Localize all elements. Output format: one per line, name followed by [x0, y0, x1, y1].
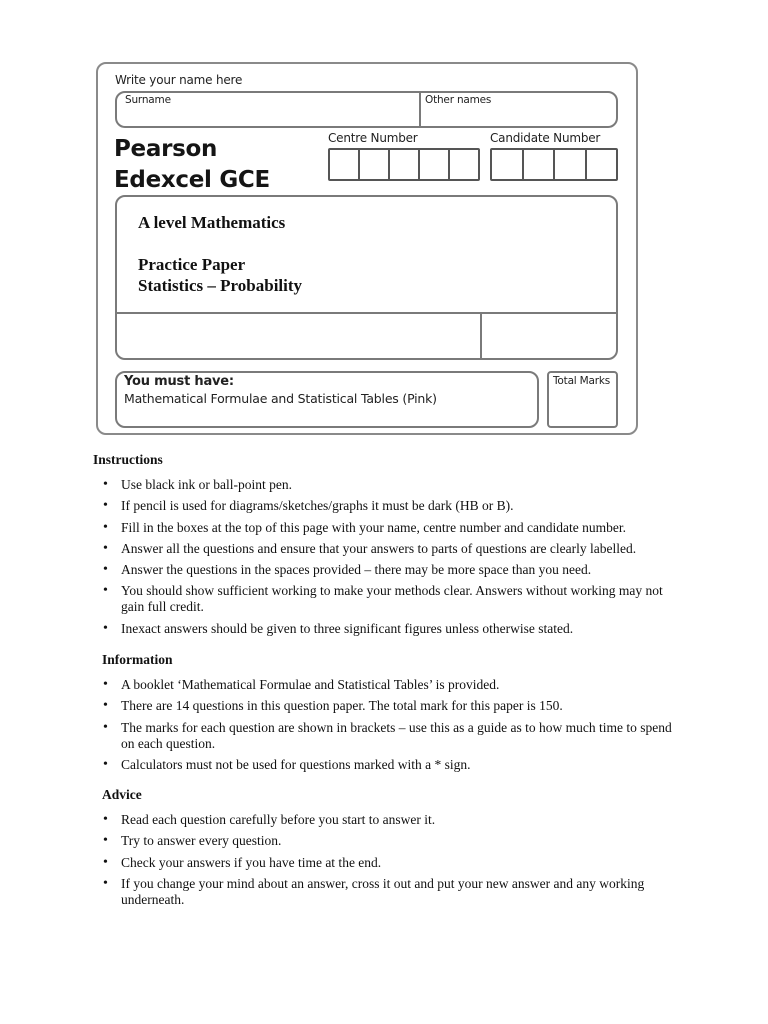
list-item: • Read each question carefully before you start to answer it. [93, 812, 677, 828]
other-names-field[interactable] [420, 93, 616, 126]
advice-section [93, 787, 677, 913]
publisher-logo [114, 134, 270, 196]
surname-field[interactable] [117, 93, 417, 126]
list-item: • The marks for each question are shown in brackets – use this as a guide as to how much time to spend on each question. [93, 720, 677, 752]
brand-line-1: Pearson [114, 136, 218, 162]
cover-sheet [96, 62, 638, 435]
paper-subtitle: Statistics – Probability [138, 276, 303, 295]
list-item: • Inexact answers should be given to three significant figures unless otherwise stated. [93, 621, 677, 637]
must-have-items: Mathematical Formulae and Statistical Tables (Pink) [124, 391, 437, 406]
brand-line-2: Edexcel GCE [114, 167, 270, 193]
list-item: • Check your answers if you have time at the end. [93, 855, 677, 871]
list-item: • Fill in the boxes at the top of this page with your name, centre number and candidate number. [93, 520, 677, 536]
paper-title: Practice Paper [138, 255, 246, 274]
information-list [93, 677, 677, 773]
surname-label: Surname [125, 94, 171, 106]
subject-title: A level Mathematics [138, 213, 286, 232]
list-item: • If pencil is used for diagrams/sketches/graphs it must be dark (HB or B). [93, 498, 677, 514]
list-item: • Answer all the questions and ensure that your answers to parts of questions are clearly labelled. [93, 541, 677, 557]
list-item: • Use black ink or ball-point pen. [93, 477, 677, 493]
list-item: • There are 14 questions in this question paper. The total mark for this paper is 150. [93, 698, 677, 714]
list-item: • If you change your mind about an answer, cross it out and put your new answer and any working underneath. [93, 876, 677, 908]
list-item: • Try to answer every question. [93, 833, 677, 849]
list-item: • Answer the questions in the spaces provided – there may be more space than you need. [93, 562, 677, 578]
information-section [93, 652, 677, 778]
total-marks-label: Total Marks [553, 375, 611, 387]
list-item: • A booklet ‘Mathematical Formulae and Statistical Tables’ is provided. [93, 677, 677, 693]
must-have-title: You must have: [124, 374, 234, 389]
list-item: • Calculators must not be used for questions marked with a * sign. [93, 757, 677, 773]
advice-list [93, 812, 677, 908]
instructions-list [93, 477, 677, 637]
candidate-number-field[interactable] [490, 148, 618, 181]
instructions-title: Instructions [93, 452, 163, 467]
candidate-number-label: Candidate Number [490, 131, 601, 145]
centre-number-label: Centre Number [328, 131, 418, 145]
other-names-label: Other names [425, 94, 492, 106]
list-item: • You should show sufficient working to make your methods clear. Answers without working may not gain full credit. [93, 583, 677, 615]
information-title: Information [102, 652, 173, 667]
centre-number-field[interactable] [328, 148, 480, 181]
instructions-section [93, 452, 677, 642]
write-name-label: Write your name here [115, 73, 243, 87]
advice-title: Advice [102, 787, 142, 802]
